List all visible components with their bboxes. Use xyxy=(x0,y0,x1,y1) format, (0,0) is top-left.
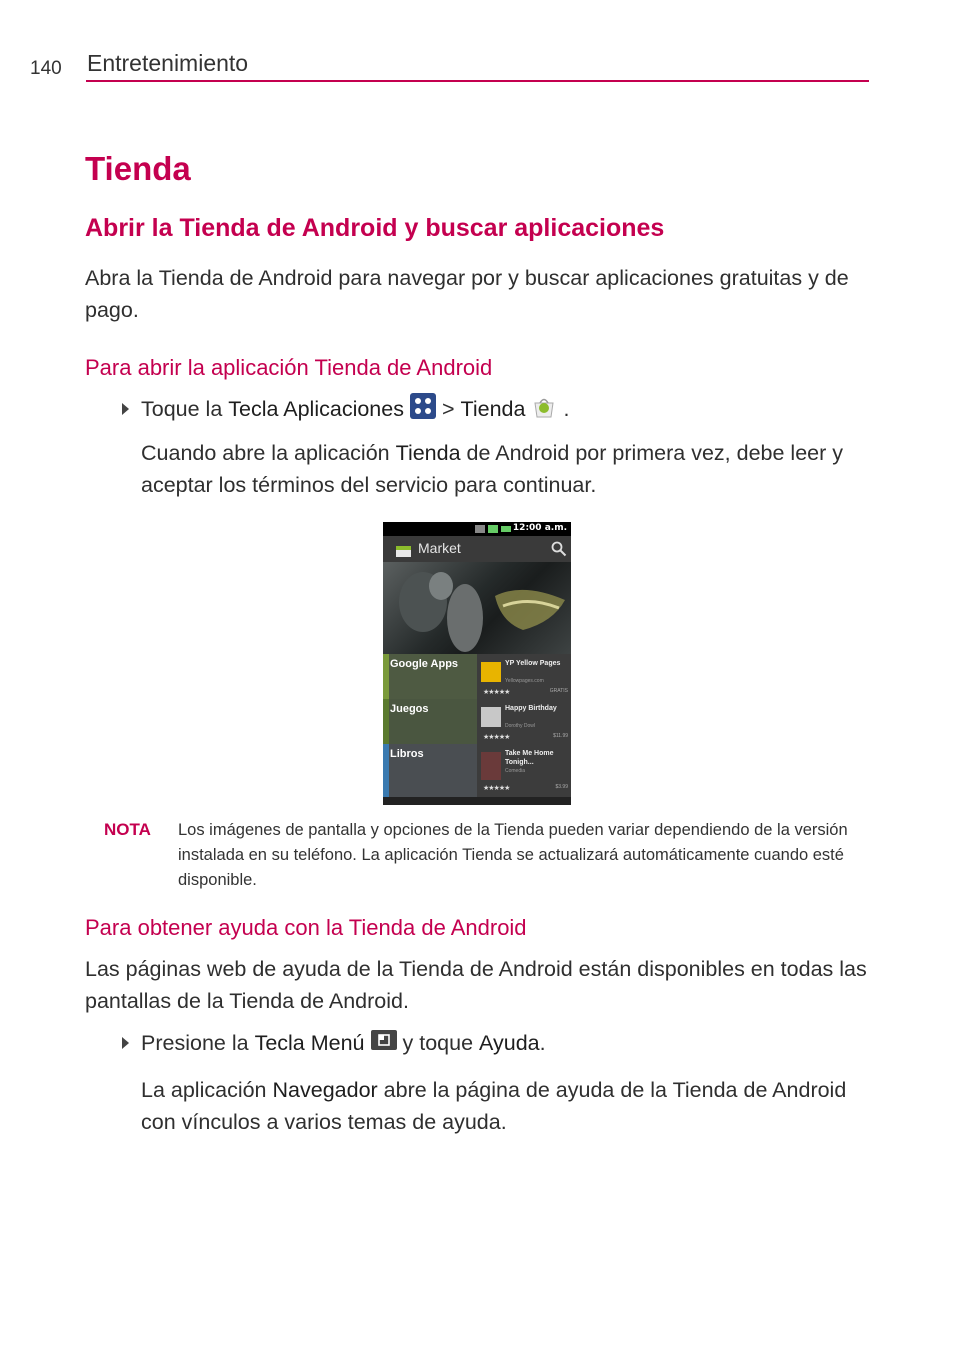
desc-part1: Cuando abre la aplicación xyxy=(141,441,390,465)
nav-strip xyxy=(383,797,571,805)
movie-icon xyxy=(481,752,501,780)
open-section-heading: Para abrir la aplicación Tienda de Android xyxy=(85,355,493,380)
header-divider xyxy=(86,80,869,82)
note-text: Los imágenes de pantalla y opciones de la Tienda pueden variar dependiendo de la versión instalada en su teléfono. La aplicación Tienda se actualizará automáticamente cuando esté disponible. xyxy=(178,821,848,889)
category-label: Google Apps xyxy=(390,658,459,670)
bullet-arrow-icon xyxy=(122,403,129,415)
desc-part2: de Android por primera vez, debe leer y aceptar los términos del servicio para continuar. xyxy=(141,441,844,497)
help-key-label: Ayuda xyxy=(479,1030,540,1055)
rating-stars-icon: ★★★★★ xyxy=(483,785,510,792)
page-title: Tienda xyxy=(85,150,191,187)
app-price: $3.99 xyxy=(555,784,568,790)
help-section-heading: Para obtener ayuda con la Tienda de Android xyxy=(85,915,527,940)
category-google-apps xyxy=(383,654,477,699)
help-intro: Las páginas web de ayuda de la Tienda de Android están disponibles en todas las pantallas de la Tienda de Android. xyxy=(85,957,867,1013)
tile-stripe xyxy=(383,699,389,744)
app-name: Happy Birthday xyxy=(505,705,557,712)
step-prefix: Toque la xyxy=(141,396,223,421)
app-price: $11.99 xyxy=(553,733,568,739)
app-sub: Comedia xyxy=(505,768,526,774)
app-row xyxy=(477,699,571,745)
status-bar xyxy=(383,522,571,536)
step-separator: > xyxy=(441,396,455,421)
section-subtitle: Abrir la Tienda de Android y buscar aplicaciones xyxy=(85,214,665,242)
note-label: NOTA xyxy=(104,820,151,839)
category-label: Juegos xyxy=(390,703,429,715)
step-middle: y toque xyxy=(402,1030,474,1055)
apps-key-label: Tecla Aplicaciones xyxy=(228,396,404,421)
app-name: Take Me Home Tonigh... xyxy=(505,750,554,766)
market-title: Market xyxy=(418,540,461,556)
status-time: 12:00 a.m. xyxy=(512,523,567,533)
market-bag-icon xyxy=(395,541,412,558)
step-prefix: Presione la xyxy=(141,1030,249,1055)
featured-banner xyxy=(383,562,571,654)
app-sub: Yellowpages.com xyxy=(505,678,544,684)
page-number: 140 xyxy=(30,58,62,79)
desc-part2: abre la página de ayuda de la Tienda de Android con vínculos a varios temas de ayuda. xyxy=(141,1078,847,1134)
menu-key-icon xyxy=(371,1030,397,1056)
app-row xyxy=(477,654,571,700)
desc-bold: Tienda xyxy=(395,441,461,465)
menu-key-label: Tecla Menú xyxy=(254,1030,365,1055)
app-sub: Dorothy Dowl xyxy=(505,723,536,729)
app-name: YP Yellow Pages xyxy=(505,660,561,667)
category-games xyxy=(383,699,477,744)
search-icon xyxy=(551,541,567,557)
market-screenshot xyxy=(383,522,571,805)
bullet-arrow-icon xyxy=(122,1037,129,1049)
desc-part1: La aplicación xyxy=(141,1078,267,1102)
yp-icon xyxy=(481,662,501,682)
step-suffix: . xyxy=(563,396,570,421)
tile-stripe xyxy=(383,654,389,699)
category-label: Libros xyxy=(390,748,424,760)
apps-grid-icon xyxy=(410,393,436,425)
signal-icon xyxy=(475,525,513,533)
market-title-bar xyxy=(383,536,571,562)
rating-stars-icon: ★★★★★ xyxy=(483,689,510,696)
app-row xyxy=(477,744,571,798)
store-key-label: Tienda xyxy=(460,396,526,421)
rating-stars-icon: ★★★★★ xyxy=(483,734,510,741)
store-bag-icon xyxy=(531,393,557,425)
open-step xyxy=(122,393,569,425)
help-step xyxy=(122,1030,546,1056)
help-description xyxy=(141,1074,861,1138)
tile-stripe xyxy=(383,744,389,797)
movie-poster-image xyxy=(383,562,571,654)
intro-paragraph: Abra la Tienda de Android para navegar por y buscar aplicaciones gratuitas y de pago. xyxy=(85,266,849,322)
step-suffix: . xyxy=(539,1030,546,1055)
app-price: GRATIS xyxy=(549,688,568,694)
section-header: Entretenimiento xyxy=(87,50,249,76)
desc-bold: Navegador xyxy=(272,1078,378,1102)
book-icon xyxy=(481,707,501,727)
category-books xyxy=(383,744,477,797)
open-description xyxy=(141,437,861,501)
